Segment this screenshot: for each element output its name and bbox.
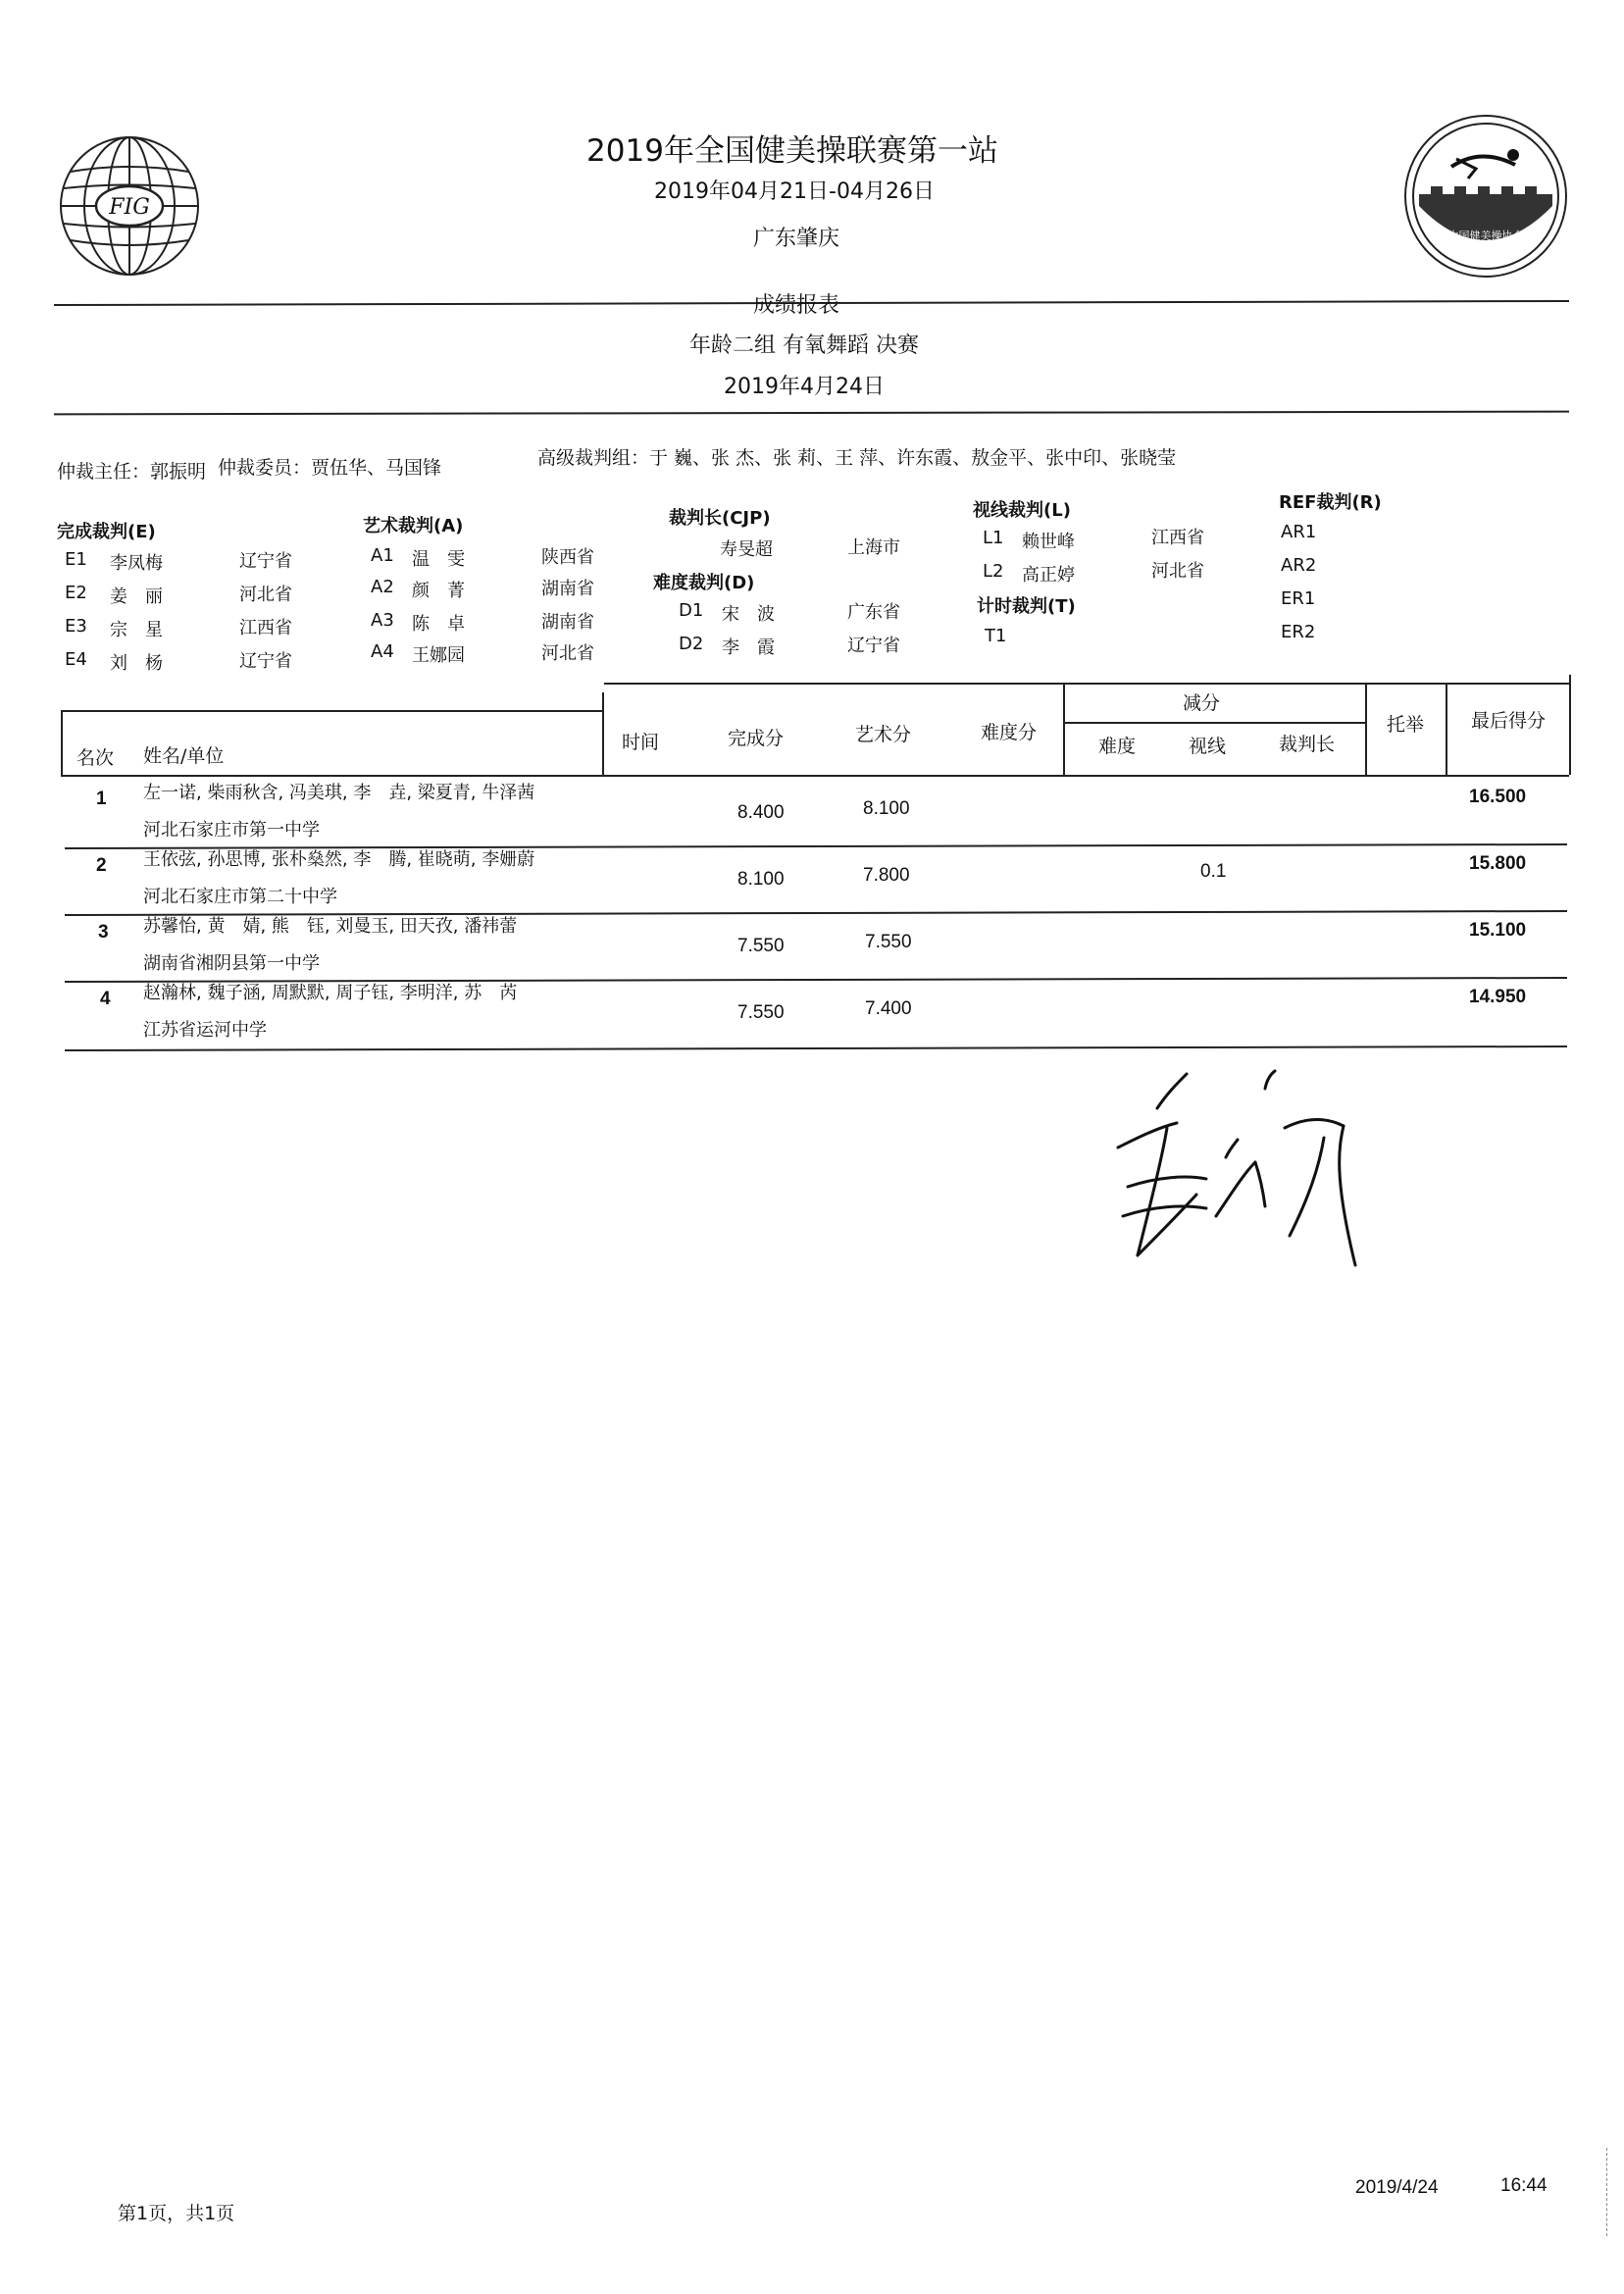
event-title: 2019年全国健美操联赛第一站 bbox=[586, 133, 998, 169]
judge-code: A2 bbox=[371, 577, 394, 597]
report-category: 年龄二组 有氧舞蹈 决赛 bbox=[689, 333, 919, 358]
ref-title: REF裁判(R) bbox=[1279, 492, 1382, 513]
judge-code: T1 bbox=[985, 626, 1007, 646]
table-border bbox=[1063, 683, 1065, 775]
judge-name: 温 雯 bbox=[412, 549, 465, 570]
judge-province: 河北省 bbox=[239, 585, 292, 605]
judge-province: 江西省 bbox=[239, 618, 292, 638]
judge-province: 江西省 bbox=[1151, 528, 1204, 548]
table-border bbox=[61, 710, 604, 712]
svg-text:中国健美操协会: 中国健美操协会 bbox=[1447, 229, 1524, 242]
header-divider-bottom bbox=[54, 411, 1569, 416]
team-members: 赵瀚林, 魏子涵, 周默默, 周子钰, 李明洋, 苏 芮 bbox=[143, 983, 518, 1003]
team-members: 王依弦, 孙思博, 张朴燊然, 李 腾, 崔晓萌, 李姗蔚 bbox=[143, 849, 535, 870]
table-border bbox=[61, 775, 1569, 777]
execution-title: 完成裁判(E) bbox=[57, 522, 156, 542]
judge-name: 颜 菁 bbox=[412, 581, 465, 601]
judge-name: 陈 卓 bbox=[412, 614, 465, 635]
rank: 3 bbox=[98, 922, 109, 943]
judge-province: 辽宁省 bbox=[239, 651, 292, 672]
art-score: 7.800 bbox=[863, 865, 910, 886]
difficulty-title: 难度裁判(D) bbox=[653, 573, 755, 593]
line-deduction: 0.1 bbox=[1200, 861, 1227, 882]
print-time: 16:44 bbox=[1500, 2175, 1548, 2196]
exec-score: 8.100 bbox=[737, 869, 785, 890]
ref-code: ER1 bbox=[1281, 588, 1316, 609]
judge-name: 王娜园 bbox=[412, 645, 465, 666]
judge-province: 广东省 bbox=[847, 602, 900, 623]
col-name: 姓名/单位 bbox=[143, 745, 225, 767]
final-score: 16.500 bbox=[1469, 787, 1527, 807]
col-deduction: 减分 bbox=[1183, 692, 1221, 714]
judge-code: A4 bbox=[371, 641, 394, 662]
judge-code: E4 bbox=[65, 649, 87, 670]
col-ded-cjp: 裁判长 bbox=[1279, 734, 1336, 755]
caa-logo bbox=[1397, 108, 1574, 284]
judge-province: 湖南省 bbox=[541, 579, 594, 599]
fig-logo bbox=[51, 127, 208, 284]
judge-name: 李凤梅 bbox=[110, 553, 163, 574]
cjp-title: 裁判长(CJP) bbox=[669, 508, 771, 529]
judge-name: 宋 波 bbox=[722, 604, 775, 625]
rank: 2 bbox=[96, 855, 107, 876]
final-score: 15.800 bbox=[1469, 853, 1527, 874]
table-border bbox=[1063, 722, 1365, 724]
art-score: 7.400 bbox=[865, 998, 912, 1019]
judge-code: D1 bbox=[679, 600, 704, 621]
judge-name: 刘 杨 bbox=[110, 653, 163, 674]
judge-name: 李 霞 bbox=[722, 637, 775, 658]
arbitration-chief: 仲裁主任：郭振明 bbox=[57, 461, 207, 483]
col-exec: 完成分 bbox=[728, 728, 785, 749]
event-dates: 2019年04月21日-04月26日 bbox=[654, 179, 935, 204]
line-title: 视线裁判(L) bbox=[973, 500, 1071, 521]
scan-edge bbox=[1606, 2148, 1607, 2236]
senior-judges: 高级裁判组：于 巍、张 杰、张 莉、王 萍、许东霞、敖金平、张中印、张晓莹 bbox=[537, 447, 1177, 469]
col-ded-diff: 难度 bbox=[1098, 736, 1137, 757]
judge-code: E2 bbox=[65, 583, 87, 603]
exec-score: 7.550 bbox=[737, 1002, 785, 1023]
team-unit: 湖南省湘阴县第一中学 bbox=[143, 953, 320, 974]
report-title: 成绩报表 bbox=[752, 293, 840, 318]
judge-province: 辽宁省 bbox=[847, 636, 900, 656]
judge-province: 湖南省 bbox=[541, 612, 594, 633]
rank: 4 bbox=[100, 989, 111, 1009]
judge-code: L1 bbox=[983, 528, 1004, 548]
col-time: 时间 bbox=[622, 732, 660, 753]
exec-score: 8.400 bbox=[737, 802, 785, 823]
team-unit: 河北石家庄市第二十中学 bbox=[143, 887, 337, 907]
ref-code: AR1 bbox=[1281, 522, 1317, 542]
exec-score: 7.550 bbox=[737, 936, 785, 956]
col-lift: 托举 bbox=[1387, 714, 1425, 736]
judge-code: A1 bbox=[371, 545, 394, 566]
team-members: 苏馨怡, 黄 婧, 熊 钰, 刘曼玉, 田天孜, 潘祎蕾 bbox=[143, 916, 518, 937]
judge-code: D2 bbox=[679, 634, 704, 654]
row-divider bbox=[65, 1045, 1567, 1051]
time-title: 计时裁判(T) bbox=[977, 596, 1076, 617]
col-final: 最后得分 bbox=[1471, 710, 1547, 732]
art-score: 7.550 bbox=[865, 932, 912, 952]
page-number: 第1页，共1页 bbox=[118, 2203, 235, 2224]
col-diff: 难度分 bbox=[981, 722, 1038, 743]
artistic-title: 艺术裁判(A) bbox=[363, 516, 464, 536]
judge-province: 河北省 bbox=[541, 643, 594, 664]
table-border bbox=[602, 692, 604, 775]
table-border bbox=[61, 710, 63, 775]
ref-code: AR2 bbox=[1281, 555, 1317, 576]
rank: 1 bbox=[96, 789, 107, 809]
final-score: 14.950 bbox=[1469, 987, 1527, 1007]
final-score: 15.100 bbox=[1469, 920, 1527, 941]
table-border bbox=[1365, 683, 1367, 775]
judge-code: E3 bbox=[65, 616, 87, 637]
judge-name: 宗 星 bbox=[110, 620, 163, 640]
col-ded-line: 视线 bbox=[1189, 736, 1227, 757]
col-rank: 名次 bbox=[76, 747, 115, 769]
judge-code: A3 bbox=[371, 610, 394, 631]
cjp-name: 寿旻超 bbox=[720, 539, 773, 560]
judge-name: 赖世峰 bbox=[1022, 532, 1075, 552]
judge-province: 辽宁省 bbox=[239, 551, 292, 572]
arbitration-committee: 仲裁委员：贾伍华、马国锋 bbox=[218, 457, 442, 479]
report-date: 2019年4月24日 bbox=[724, 375, 885, 399]
judge-province: 河北省 bbox=[1151, 561, 1204, 582]
ref-code: ER2 bbox=[1281, 622, 1316, 642]
judge-code: E1 bbox=[65, 549, 87, 570]
team-unit: 河北石家庄市第一中学 bbox=[143, 820, 320, 841]
team-unit: 江苏省运河中学 bbox=[143, 1020, 267, 1041]
judge-province: 陕西省 bbox=[541, 547, 594, 568]
print-date: 2019/4/24 bbox=[1355, 2177, 1439, 2198]
art-score: 8.100 bbox=[863, 798, 910, 819]
event-location: 广东肇庆 bbox=[752, 227, 840, 251]
table-border bbox=[604, 683, 1569, 685]
svg-text:CAA: CAA bbox=[1475, 247, 1497, 258]
table-border bbox=[1446, 683, 1447, 775]
team-members: 左一诺, 柴雨秋含, 冯美琪, 李 垚, 梁夏青, 牛泽茜 bbox=[143, 783, 535, 803]
judge-name: 高正婷 bbox=[1022, 565, 1075, 586]
table-border bbox=[1569, 675, 1571, 775]
col-art: 艺术分 bbox=[855, 724, 912, 745]
judge-name: 姜 丽 bbox=[110, 586, 163, 607]
svg-text:FIG: FIG bbox=[109, 195, 150, 220]
signature bbox=[1098, 1069, 1383, 1295]
judge-code: L2 bbox=[983, 561, 1004, 582]
cjp-province: 上海市 bbox=[847, 537, 900, 558]
